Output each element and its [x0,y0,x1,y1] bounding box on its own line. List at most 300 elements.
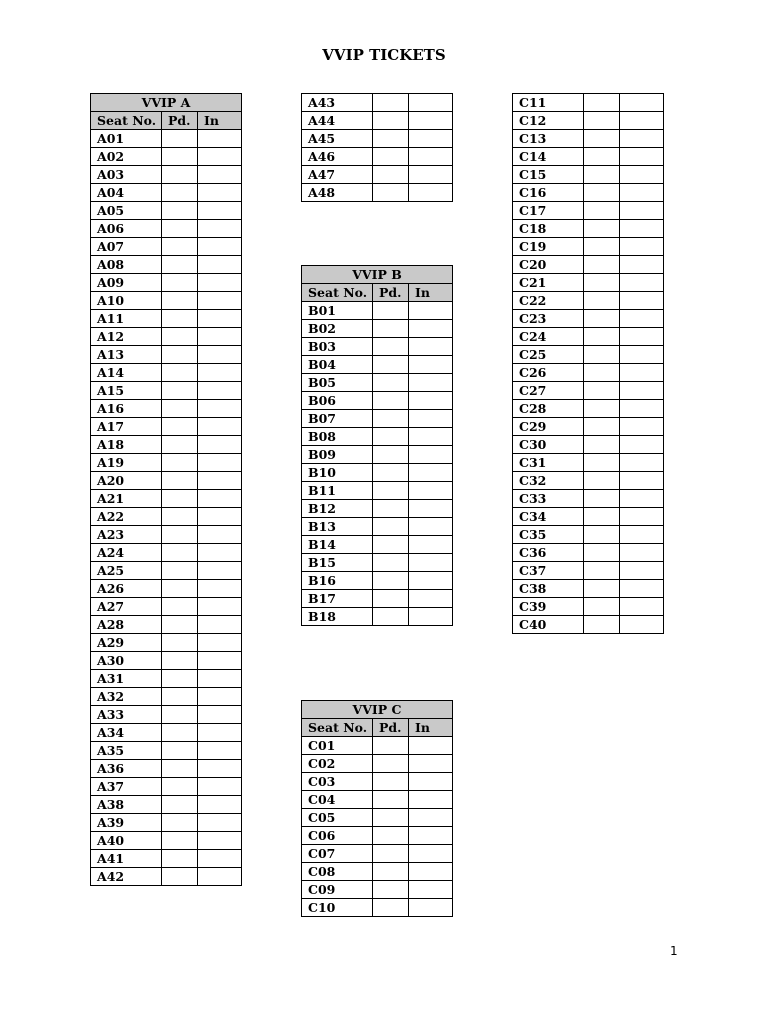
seat-row [91,760,242,778]
paid-cell[interactable] [162,580,198,598]
paid-header: Pd. [373,284,409,302]
paid-cell[interactable] [162,598,198,616]
seat-row [513,400,664,418]
checked-in-cell[interactable] [198,688,242,706]
paid-cell[interactable] [162,724,198,742]
checked-in-cell[interactable] [198,760,242,778]
seat-row [513,220,664,238]
checked-in-cell[interactable] [620,472,664,490]
paid-cell[interactable] [373,338,409,356]
checked-in-cell[interactable] [620,328,664,346]
checked-in-cell[interactable] [198,148,242,166]
seat-number: C05 [302,809,373,827]
paid-cell[interactable] [162,688,198,706]
checked-in-cell[interactable] [198,490,242,508]
checked-in-cell[interactable] [620,436,664,454]
checked-in-cell[interactable] [620,202,664,220]
seat-row [91,526,242,544]
paid-cell[interactable] [162,274,198,292]
seat-number: C26 [513,364,584,382]
paid-cell[interactable] [584,598,620,616]
checked-in-cell[interactable] [198,436,242,454]
checked-in-cell[interactable] [198,382,242,400]
checked-in-cell[interactable] [409,320,453,338]
checked-in-cell[interactable] [409,755,453,773]
checked-in-cell[interactable] [198,652,242,670]
seat-row [91,418,242,436]
seat-number: A44 [302,112,373,130]
paid-cell[interactable] [373,863,409,881]
seat-number: B04 [302,356,373,374]
seat-row [302,320,453,338]
seat-row [91,454,242,472]
seat-number: C17 [513,202,584,220]
checked-in-cell[interactable] [409,338,453,356]
paid-cell[interactable] [584,418,620,436]
seat-number: B10 [302,464,373,482]
seat-row [91,706,242,724]
paid-cell[interactable] [162,544,198,562]
paid-cell[interactable] [584,472,620,490]
checked-in-cell[interactable] [620,382,664,400]
paid-cell[interactable] [373,166,409,184]
paid-cell[interactable] [584,526,620,544]
seat-number: A22 [91,508,162,526]
checked-in-cell[interactable] [620,274,664,292]
seat-number: C19 [513,238,584,256]
checked-in-cell[interactable] [409,130,453,148]
paid-cell[interactable] [373,356,409,374]
paid-cell[interactable] [162,418,198,436]
paid-cell[interactable] [584,112,620,130]
paid-cell[interactable] [584,436,620,454]
checked-in-cell[interactable] [620,220,664,238]
checked-in-cell[interactable] [409,374,453,392]
paid-cell[interactable] [162,292,198,310]
paid-cell[interactable] [373,899,409,917]
seat-row [302,755,453,773]
checked-in-cell[interactable] [409,428,453,446]
seat-number: A03 [91,166,162,184]
seat-row [91,598,242,616]
paid-cell[interactable] [584,130,620,148]
checked-in-cell[interactable] [198,184,242,202]
checked-in-cell[interactable] [620,454,664,472]
paid-cell[interactable] [162,868,198,886]
paid-cell[interactable] [162,814,198,832]
paid-cell[interactable] [584,256,620,274]
checked-in-cell[interactable] [409,464,453,482]
checked-in-cell[interactable] [620,130,664,148]
checked-in-cell[interactable] [409,500,453,518]
seat-row [513,166,664,184]
checked-in-cell[interactable] [409,899,453,917]
checked-in-cell[interactable] [198,544,242,562]
seat-number: B16 [302,572,373,590]
checked-in-cell[interactable] [409,809,453,827]
checked-in-cell[interactable] [409,608,453,626]
seat-row [513,526,664,544]
seat-number: C01 [302,737,373,755]
paid-cell[interactable] [162,562,198,580]
paid-cell[interactable] [162,652,198,670]
paid-cell[interactable] [373,737,409,755]
paid-cell[interactable] [162,472,198,490]
seat-row [513,382,664,400]
seat-number: C06 [302,827,373,845]
paid-cell[interactable] [162,616,198,634]
checked-in-cell[interactable] [198,634,242,652]
paid-cell[interactable] [584,454,620,472]
seat-number: C12 [513,112,584,130]
seat-number: C33 [513,490,584,508]
paid-cell[interactable] [584,292,620,310]
checked-in-cell[interactable] [198,292,242,310]
seat-row [302,446,453,464]
checked-in-cell[interactable] [198,418,242,436]
paid-cell[interactable] [584,148,620,166]
vvip-a-table [90,93,242,886]
checked-in-cell[interactable] [620,580,664,598]
seat-number: C03 [302,773,373,791]
seat-row [302,899,453,917]
paid-cell[interactable] [584,508,620,526]
checked-in-cell[interactable] [198,580,242,598]
paid-cell[interactable] [373,572,409,590]
paid-cell[interactable] [162,256,198,274]
checked-in-cell[interactable] [198,616,242,634]
seat-number: A39 [91,814,162,832]
checked-in-cell[interactable] [409,773,453,791]
paid-cell[interactable] [373,827,409,845]
paid-cell[interactable] [162,184,198,202]
checked-in-cell[interactable] [409,863,453,881]
checked-in-cell[interactable] [409,536,453,554]
seat-number: A05 [91,202,162,220]
paid-cell[interactable] [162,202,198,220]
page-number: 1 [670,944,678,958]
seat-row [91,616,242,634]
seat-row [513,472,664,490]
seat-row [91,220,242,238]
paid-cell[interactable] [373,374,409,392]
group-header: VVIP C [302,701,453,719]
paid-cell[interactable] [162,328,198,346]
paid-cell[interactable] [162,436,198,454]
paid-cell[interactable] [162,796,198,814]
checked-in-cell[interactable] [620,238,664,256]
seat-row [302,302,453,320]
checked-in-cell[interactable] [198,328,242,346]
paid-cell[interactable] [162,670,198,688]
seat-row [302,166,453,184]
checked-in-cell[interactable] [198,166,242,184]
seat-number: C28 [513,400,584,418]
paid-cell[interactable] [373,130,409,148]
seat-row [513,292,664,310]
paid-cell[interactable] [373,881,409,899]
checked-in-cell[interactable] [409,302,453,320]
paid-cell[interactable] [373,608,409,626]
paid-cell[interactable] [162,238,198,256]
checked-in-cell[interactable] [198,814,242,832]
seat-row [513,364,664,382]
checked-in-cell[interactable] [198,832,242,850]
checked-in-cell[interactable] [409,737,453,755]
checked-in-cell[interactable] [409,410,453,428]
vvip-b-table [301,265,453,626]
checked-in-cell[interactable] [620,292,664,310]
paid-cell[interactable] [162,526,198,544]
paid-cell[interactable] [584,364,620,382]
paid-cell[interactable] [584,382,620,400]
paid-cell[interactable] [162,148,198,166]
checked-in-cell[interactable] [198,706,242,724]
checked-in-cell[interactable] [198,778,242,796]
paid-cell[interactable] [162,382,198,400]
paid-cell[interactable] [584,580,620,598]
checked-in-cell[interactable] [620,508,664,526]
paid-cell[interactable] [162,400,198,418]
checked-in-cell[interactable] [198,310,242,328]
checked-in-cell[interactable] [620,310,664,328]
paid-cell[interactable] [373,148,409,166]
paid-cell[interactable] [373,773,409,791]
checked-in-cell[interactable] [198,868,242,886]
checked-in-cell[interactable] [198,256,242,274]
paid-cell[interactable] [162,634,198,652]
paid-cell[interactable] [162,760,198,778]
paid-cell[interactable] [584,94,620,112]
paid-cell[interactable] [373,410,409,428]
checked-in-cell[interactable] [409,482,453,500]
checked-in-cell[interactable] [409,572,453,590]
paid-cell[interactable] [162,490,198,508]
paid-cell[interactable] [162,706,198,724]
checked-in-cell[interactable] [620,598,664,616]
checked-in-cell[interactable] [198,562,242,580]
checked-in-cell[interactable] [409,148,453,166]
seat-row [91,634,242,652]
paid-cell[interactable] [373,446,409,464]
seat-row [302,374,453,392]
paid-cell[interactable] [584,328,620,346]
group-header: VVIP A [91,94,242,112]
paid-cell[interactable] [584,400,620,418]
seat-no-header: Seat No. [302,284,373,302]
seat-number: C21 [513,274,584,292]
seat-number: C24 [513,328,584,346]
checked-in-cell[interactable] [409,166,453,184]
group-header-row [302,701,453,719]
seat-row [302,590,453,608]
checked-in-cell[interactable] [198,742,242,760]
seat-row [91,850,242,868]
seat-number: A26 [91,580,162,598]
checked-in-cell[interactable] [198,508,242,526]
paid-cell[interactable] [373,94,409,112]
seat-row [513,274,664,292]
seat-row [513,148,664,166]
checked-in-cell[interactable] [198,238,242,256]
paid-cell[interactable] [162,220,198,238]
checked-in-cell[interactable] [198,472,242,490]
paid-cell[interactable] [584,274,620,292]
paid-cell[interactable] [584,202,620,220]
checked-in-cell[interactable] [409,392,453,410]
paid-cell[interactable] [162,508,198,526]
seat-row [302,148,453,166]
checked-in-cell[interactable] [409,356,453,374]
checked-in-cell[interactable] [198,724,242,742]
checked-in-cell[interactable] [620,256,664,274]
paid-cell[interactable] [162,130,198,148]
paid-cell[interactable] [373,302,409,320]
paid-cell[interactable] [162,742,198,760]
seat-row [91,832,242,850]
checked-in-cell[interactable] [620,148,664,166]
seat-row [91,670,242,688]
paid-cell[interactable] [373,500,409,518]
checked-in-cell[interactable] [409,446,453,464]
seat-number: C15 [513,166,584,184]
seat-number: A43 [302,94,373,112]
checked-in-cell[interactable] [409,881,453,899]
checked-in-cell[interactable] [620,562,664,580]
seat-number: A23 [91,526,162,544]
checked-in-cell[interactable] [198,274,242,292]
checked-in-cell[interactable] [409,518,453,536]
checked-in-cell[interactable] [620,112,664,130]
checked-in-cell[interactable] [620,418,664,436]
paid-cell[interactable] [373,112,409,130]
paid-cell[interactable] [162,346,198,364]
paid-cell[interactable] [584,544,620,562]
seat-row [91,742,242,760]
paid-cell[interactable] [373,320,409,338]
seat-number: A25 [91,562,162,580]
checked-in-cell[interactable] [198,220,242,238]
checked-in-cell[interactable] [620,490,664,508]
checked-in-cell[interactable] [409,590,453,608]
checked-in-cell[interactable] [620,94,664,112]
checked-in-cell[interactable] [198,598,242,616]
checked-in-cell[interactable] [198,526,242,544]
seat-number: A12 [91,328,162,346]
checked-in-cell[interactable] [620,616,664,634]
checked-in-cell[interactable] [409,827,453,845]
checked-in-cell[interactable] [620,544,664,562]
paid-cell[interactable] [584,562,620,580]
paid-cell[interactable] [584,220,620,238]
paid-cell[interactable] [584,166,620,184]
checked-in-cell[interactable] [198,202,242,220]
seat-row [302,737,453,755]
seat-row [302,608,453,626]
paid-cell[interactable] [373,554,409,572]
checked-in-cell[interactable] [198,454,242,472]
seat-row [302,863,453,881]
checked-in-cell[interactable] [620,184,664,202]
paid-cell[interactable] [162,778,198,796]
checked-in-cell[interactable] [198,400,242,418]
paid-cell[interactable] [373,464,409,482]
seat-row [91,688,242,706]
paid-cell[interactable] [162,832,198,850]
checked-in-cell[interactable] [620,346,664,364]
checked-in-cell[interactable] [198,346,242,364]
checked-in-cell[interactable] [620,364,664,382]
seat-number: B01 [302,302,373,320]
paid-cell[interactable] [162,310,198,328]
seat-row [91,580,242,598]
group-header-row [302,266,453,284]
paid-cell[interactable] [373,392,409,410]
checked-in-cell[interactable] [620,400,664,418]
paid-cell[interactable] [373,428,409,446]
paid-cell[interactable] [373,536,409,554]
seat-number: C18 [513,220,584,238]
paid-cell[interactable] [373,518,409,536]
paid-cell[interactable] [584,346,620,364]
paid-cell[interactable] [162,364,198,382]
paid-cell[interactable] [584,238,620,256]
checked-in-cell[interactable] [198,130,242,148]
checked-in-cell[interactable] [409,791,453,809]
checked-in-cell[interactable] [409,94,453,112]
paid-cell[interactable] [373,184,409,202]
paid-cell[interactable] [373,755,409,773]
seat-number: C25 [513,346,584,364]
paid-cell[interactable] [373,791,409,809]
checked-in-cell[interactable] [409,184,453,202]
seat-number: B14 [302,536,373,554]
checked-in-cell[interactable] [409,845,453,863]
paid-cell[interactable] [373,482,409,500]
paid-cell[interactable] [373,809,409,827]
checked-in-cell[interactable] [409,554,453,572]
seat-number: A40 [91,832,162,850]
checked-in-cell[interactable] [409,112,453,130]
checked-in-cell[interactable] [198,364,242,382]
checked-in-cell[interactable] [620,526,664,544]
seat-row [91,652,242,670]
paid-cell[interactable] [373,845,409,863]
checked-in-cell[interactable] [620,166,664,184]
seat-number: A37 [91,778,162,796]
paid-header: Pd. [373,719,409,737]
paid-cell[interactable] [373,590,409,608]
paid-cell[interactable] [162,454,198,472]
seat-number: A29 [91,634,162,652]
checked-in-cell[interactable] [198,850,242,868]
paid-cell[interactable] [584,184,620,202]
seat-number: A04 [91,184,162,202]
seat-number: A27 [91,598,162,616]
seat-row [91,274,242,292]
seat-number: A21 [91,490,162,508]
checked-in-cell[interactable] [198,670,242,688]
paid-cell[interactable] [584,490,620,508]
seat-number: A33 [91,706,162,724]
paid-cell[interactable] [584,616,620,634]
seat-row [302,791,453,809]
checked-in-cell[interactable] [198,796,242,814]
paid-cell[interactable] [584,310,620,328]
paid-cell[interactable] [162,850,198,868]
seat-row [91,292,242,310]
paid-cell[interactable] [162,166,198,184]
